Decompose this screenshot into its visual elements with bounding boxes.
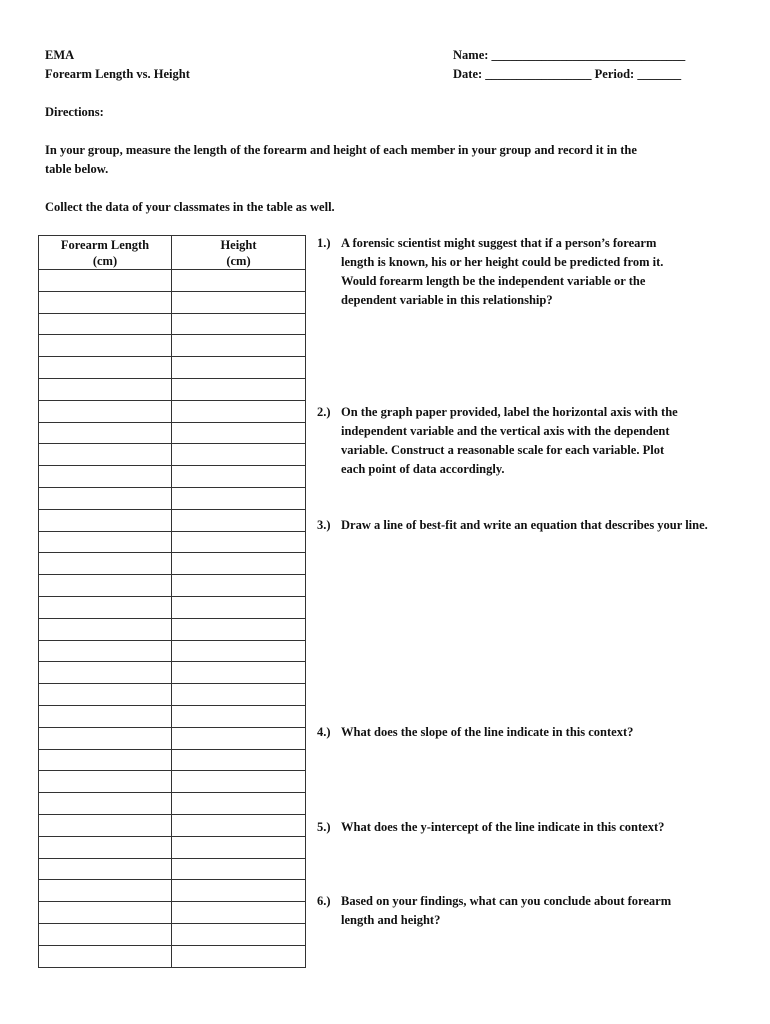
height-cell[interactable] bbox=[172, 814, 306, 836]
forearm-length-cell[interactable] bbox=[39, 793, 172, 815]
forearm-length-cell[interactable] bbox=[39, 945, 172, 967]
table-row bbox=[39, 880, 306, 902]
forearm-length-cell[interactable] bbox=[39, 902, 172, 924]
table-row bbox=[39, 618, 306, 640]
table-row bbox=[39, 553, 306, 575]
height-cell[interactable] bbox=[172, 444, 306, 466]
table-row bbox=[39, 793, 306, 815]
table-row bbox=[39, 378, 306, 400]
worksheet-title: Forearm Length vs. Height bbox=[45, 67, 190, 81]
height-cell[interactable] bbox=[172, 793, 306, 815]
forearm-length-cell[interactable] bbox=[39, 291, 172, 313]
forearm-length-cell[interactable] bbox=[39, 487, 172, 509]
question-3: 3.) Draw a line of best-fit and write an equation that describes your line. bbox=[317, 518, 708, 532]
forearm-length-cell[interactable] bbox=[39, 662, 172, 684]
data-table bbox=[38, 235, 306, 968]
height-cell[interactable] bbox=[172, 727, 306, 749]
forearm-length-cell[interactable] bbox=[39, 335, 172, 357]
directions-text-line3: Collect the data of your classmates in the table as well. bbox=[45, 200, 335, 214]
height-cell[interactable] bbox=[172, 575, 306, 597]
height-cell[interactable] bbox=[172, 858, 306, 880]
height-cell[interactable] bbox=[172, 270, 306, 292]
table-row bbox=[39, 902, 306, 924]
table-row bbox=[39, 945, 306, 967]
forearm-length-cell[interactable] bbox=[39, 836, 172, 858]
forearm-length-cell[interactable] bbox=[39, 444, 172, 466]
forearm-length-cell[interactable] bbox=[39, 313, 172, 335]
table-row bbox=[39, 684, 306, 706]
forearm-length-cell[interactable] bbox=[39, 749, 172, 771]
height-cell[interactable] bbox=[172, 618, 306, 640]
forearm-length-cell[interactable] bbox=[39, 618, 172, 640]
table-row bbox=[39, 836, 306, 858]
height-cell[interactable] bbox=[172, 640, 306, 662]
forearm-length-cell[interactable] bbox=[39, 509, 172, 531]
question-4: 4.) What does the slope of the line indicate in this context? bbox=[317, 725, 634, 739]
forearm-length-cell[interactable] bbox=[39, 596, 172, 618]
table-row bbox=[39, 771, 306, 793]
height-cell[interactable] bbox=[172, 923, 306, 945]
height-cell[interactable] bbox=[172, 749, 306, 771]
forearm-length-cell[interactable] bbox=[39, 466, 172, 488]
height-cell[interactable] bbox=[172, 487, 306, 509]
table-row bbox=[39, 749, 306, 771]
question-1: 1.) A forensic scientist might suggest that if a person’s forearm length is known, his or her height could be predicted from it. Would forearm length be the independent variable or the dependent variable in this relationship? bbox=[317, 236, 664, 307]
height-cell[interactable] bbox=[172, 662, 306, 684]
name-field[interactable]: Name: _______________________________ bbox=[453, 48, 686, 62]
forearm-length-cell[interactable] bbox=[39, 270, 172, 292]
height-cell[interactable] bbox=[172, 400, 306, 422]
table-row bbox=[39, 335, 306, 357]
question-6: 6.) Based on your findings, what can you conclude about forearm length and height? bbox=[317, 894, 672, 927]
forearm-length-cell[interactable] bbox=[39, 553, 172, 575]
table-row bbox=[39, 705, 306, 727]
table-row bbox=[39, 596, 306, 618]
table-row bbox=[39, 487, 306, 509]
height-cell[interactable] bbox=[172, 531, 306, 553]
forearm-length-cell[interactable] bbox=[39, 422, 172, 444]
table-row bbox=[39, 662, 306, 684]
table-row bbox=[39, 575, 306, 597]
height-cell[interactable] bbox=[172, 836, 306, 858]
table-row bbox=[39, 509, 306, 531]
table-row bbox=[39, 727, 306, 749]
table-row bbox=[39, 422, 306, 444]
height-cell[interactable] bbox=[172, 880, 306, 902]
forearm-length-cell[interactable] bbox=[39, 727, 172, 749]
forearm-length-cell[interactable] bbox=[39, 705, 172, 727]
directions-text-line1: In your group, measure the length of the forearm and height of each member in your group and record it in the bbox=[45, 143, 637, 157]
height-cell[interactable] bbox=[172, 291, 306, 313]
forearm-length-cell[interactable] bbox=[39, 923, 172, 945]
forearm-length-cell[interactable] bbox=[39, 531, 172, 553]
height-cell[interactable] bbox=[172, 466, 306, 488]
table-row bbox=[39, 858, 306, 880]
directions-text-line2: table below. bbox=[45, 162, 109, 176]
forearm-length-cell[interactable] bbox=[39, 640, 172, 662]
height-header: Height (cm) bbox=[172, 236, 306, 270]
height-cell[interactable] bbox=[172, 378, 306, 400]
forearm-length-cell[interactable] bbox=[39, 378, 172, 400]
height-cell[interactable] bbox=[172, 422, 306, 444]
height-cell[interactable] bbox=[172, 335, 306, 357]
forearm-length-cell[interactable] bbox=[39, 575, 172, 597]
question-5: 5.) What does the y-intercept of the line indicate in this context? bbox=[317, 820, 665, 834]
forearm-length-cell[interactable] bbox=[39, 814, 172, 836]
table-row bbox=[39, 640, 306, 662]
table-row bbox=[39, 270, 306, 292]
table-row bbox=[39, 444, 306, 466]
height-cell[interactable] bbox=[172, 902, 306, 924]
table-row bbox=[39, 291, 306, 313]
forearm-length-header: Forearm Length (cm) bbox=[39, 236, 172, 270]
height-cell[interactable] bbox=[172, 313, 306, 335]
directions-heading: Directions: bbox=[45, 105, 104, 119]
height-cell[interactable] bbox=[172, 357, 306, 379]
question-2: 2.) On the graph paper provided, label the horizontal axis with the independent variable and the vertical axis with the dependent variable. Construct a reasonable scale for each variable. Plot each point of data accordingly. bbox=[317, 405, 678, 476]
table-row bbox=[39, 814, 306, 836]
height-cell[interactable] bbox=[172, 509, 306, 531]
course-name: EMA bbox=[45, 48, 75, 62]
table-row bbox=[39, 357, 306, 379]
forearm-length-cell[interactable] bbox=[39, 771, 172, 793]
forearm-length-cell[interactable] bbox=[39, 858, 172, 880]
table-row bbox=[39, 531, 306, 553]
table-row bbox=[39, 313, 306, 335]
forearm-length-cell[interactable] bbox=[39, 880, 172, 902]
height-cell[interactable] bbox=[172, 553, 306, 575]
forearm-length-cell[interactable] bbox=[39, 684, 172, 706]
table-row bbox=[39, 400, 306, 422]
table-row bbox=[39, 923, 306, 945]
height-cell[interactable] bbox=[172, 945, 306, 967]
height-cell[interactable] bbox=[172, 705, 306, 727]
table-header-row bbox=[39, 236, 306, 270]
forearm-length-cell[interactable] bbox=[39, 400, 172, 422]
table-row bbox=[39, 466, 306, 488]
table-body bbox=[39, 270, 306, 968]
forearm-length-cell[interactable] bbox=[39, 357, 172, 379]
height-cell[interactable] bbox=[172, 596, 306, 618]
height-cell[interactable] bbox=[172, 684, 306, 706]
date-period-field[interactable]: Date: _________________ Period: _______ bbox=[453, 67, 682, 81]
height-cell[interactable] bbox=[172, 771, 306, 793]
